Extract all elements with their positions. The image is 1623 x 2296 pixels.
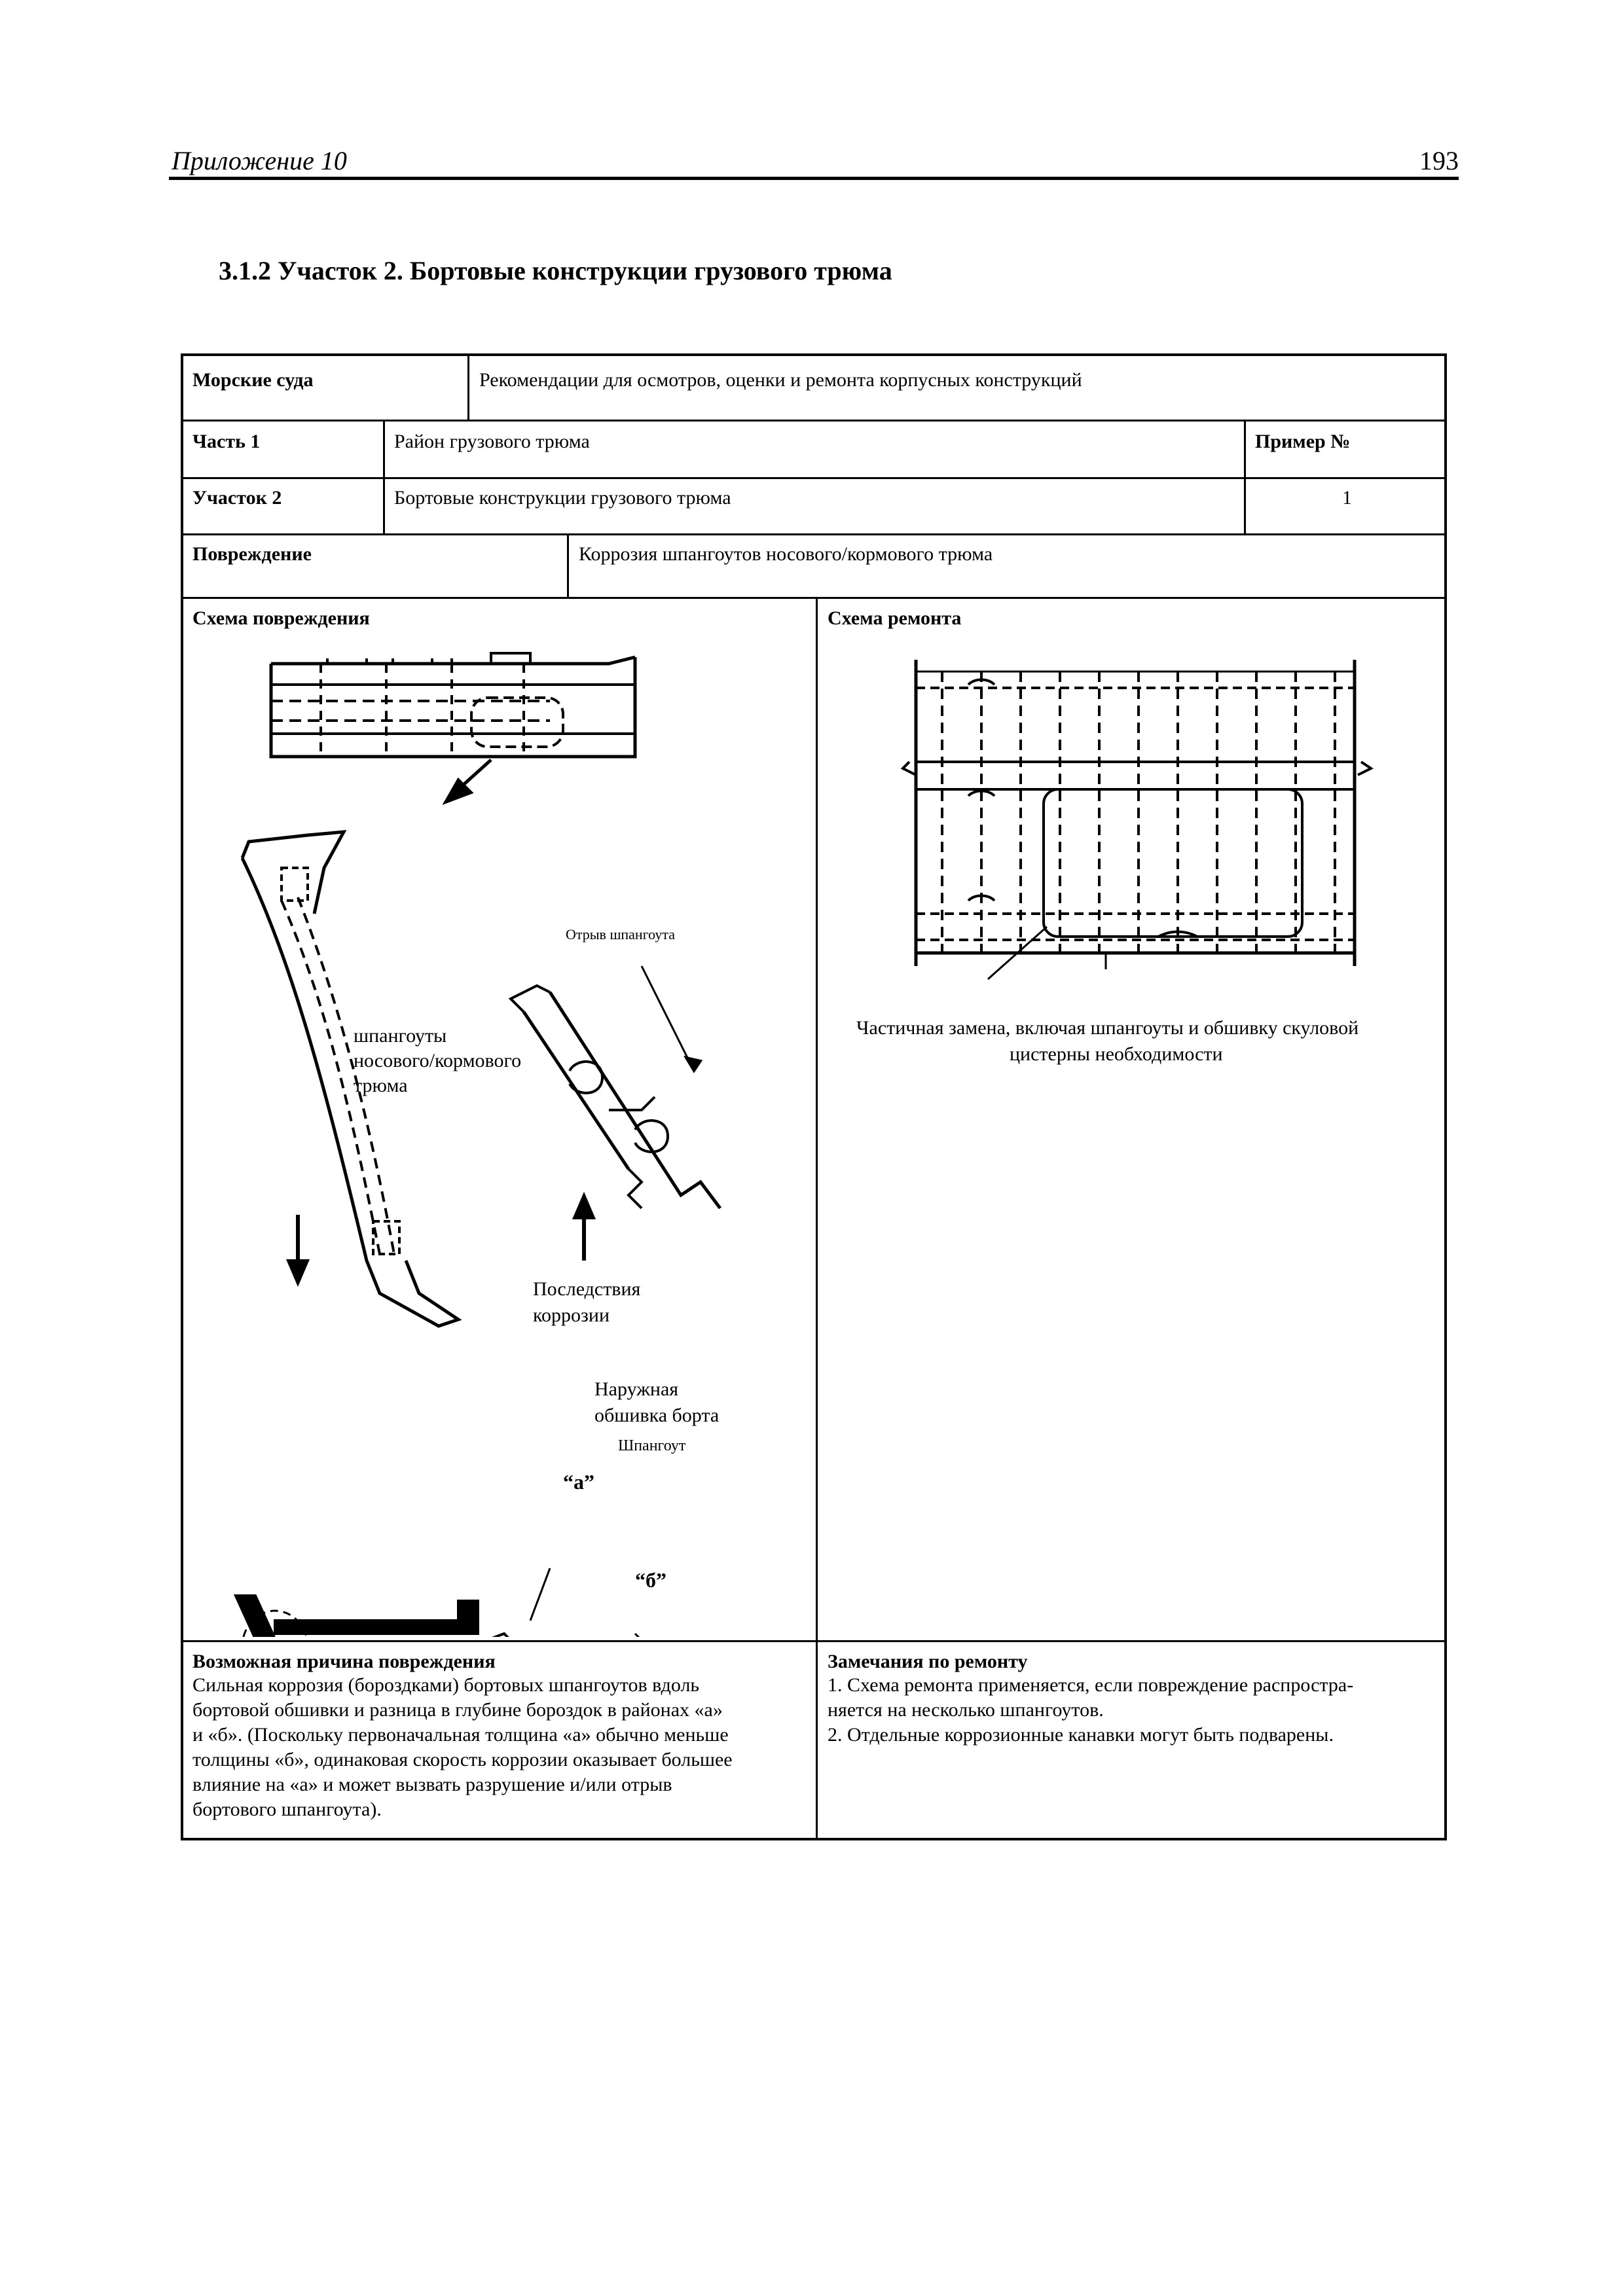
page-number: 193 — [1419, 146, 1459, 175]
label-shell-line1: Наружная — [594, 1378, 679, 1400]
arrow-down-icon — [288, 1261, 308, 1283]
label-consequences-line1: Последствия — [533, 1278, 641, 1300]
row-divider-5 — [183, 1640, 1444, 1642]
label-damage: Повреждение — [192, 543, 312, 565]
repair-scheme-title: Схема ремонта — [828, 607, 962, 629]
cause-line: толщины «б», одинаковая скорость коррозии оказывает большее — [192, 1749, 733, 1770]
cause-line: и «б». (Поскольку первоначальная толщина «а» обычно меньше — [192, 1724, 729, 1746]
label-mark-a: “а” — [563, 1470, 594, 1494]
row-divider-3 — [183, 533, 1444, 535]
label-frames-line3: трюма — [354, 1075, 408, 1096]
label-frames-line2: носового/кормового — [354, 1050, 522, 1071]
remarks-title: Замечания по ремонту — [828, 1651, 1028, 1672]
header-rule — [169, 177, 1459, 180]
label-frame-rupture: Отрыв шпангоута — [566, 926, 675, 942]
value-area: Бортовые конструкции грузового трюма — [394, 487, 731, 509]
label-consequences-line2: коррозии — [533, 1304, 610, 1326]
label-frames-line1: шпангоуты — [354, 1025, 447, 1047]
repair-caption-line1: Частичная замена, включая шпангоуты и обшивку скуловой — [856, 1017, 1359, 1039]
cause-text — [192, 1673, 807, 1822]
damage-card-table — [181, 353, 1447, 1840]
row-divider-2 — [183, 477, 1444, 479]
label-area: Участок 2 — [192, 487, 282, 509]
label-part: Часть 1 — [192, 431, 261, 452]
col-divider-example — [1244, 420, 1246, 533]
row-divider-4 — [183, 597, 1444, 599]
cause-line: влияние на «а» и может вызвать разрушение и/или отрыв — [192, 1774, 672, 1795]
value-damage: Коррозия шпангоутов носового/кормового трюма — [579, 543, 993, 565]
value-example-number: 1 — [1342, 487, 1352, 509]
col-divider-row23 — [383, 420, 385, 533]
label-sea-vessels: Морские суда — [192, 369, 314, 391]
value-part: Район грузового трюма — [394, 431, 590, 452]
arrow-up-icon — [574, 1195, 594, 1218]
col-divider-row1 — [467, 356, 469, 420]
remarks-text — [828, 1673, 1433, 1748]
repair-scheme-drawing — [818, 600, 1444, 1637]
col-divider-row4 — [567, 533, 569, 597]
cause-line: бортового шпангоута). — [192, 1799, 382, 1820]
pointer-arrow-icon — [686, 1058, 701, 1071]
label-mark-b: “б” — [635, 1568, 666, 1592]
damage-scheme-drawing — [183, 600, 813, 1637]
damage-scheme-title: Схема повреждения — [192, 607, 370, 629]
section-title: 3.1.2 Участок 2. Бортовые конструкции грузового трюма — [219, 256, 892, 285]
remarks-line: 1. Схема ремонта применяется, если повреждение распростра- — [828, 1674, 1354, 1696]
value-recommendations: Рекомендации для осмотров, оценки и ремонта корпусных конструкций — [479, 369, 1082, 391]
cause-line: Сильная коррозия (бороздками) бортовых шпангоутов вдоль — [192, 1674, 700, 1696]
cause-line: бортовой обшивки и разница в глубине бороздок в районах «а» — [192, 1699, 723, 1721]
appendix-label: Приложение 10 — [172, 146, 347, 175]
label-frame: Шпангоут — [618, 1437, 686, 1454]
label-shell-line2: обшивка борта — [594, 1405, 720, 1426]
cause-title: Возможная причина повреждения — [192, 1651, 496, 1672]
row-divider-1 — [183, 420, 1444, 422]
repair-caption-line2: цистерны необходимости — [1010, 1043, 1223, 1065]
label-example-number: Пример № — [1255, 431, 1351, 452]
remarks-line: няется на несколько шпангоутов. — [828, 1699, 1104, 1721]
remarks-line: 2. Отдельные коррозионные канавки могут быть подварены. — [828, 1724, 1334, 1746]
